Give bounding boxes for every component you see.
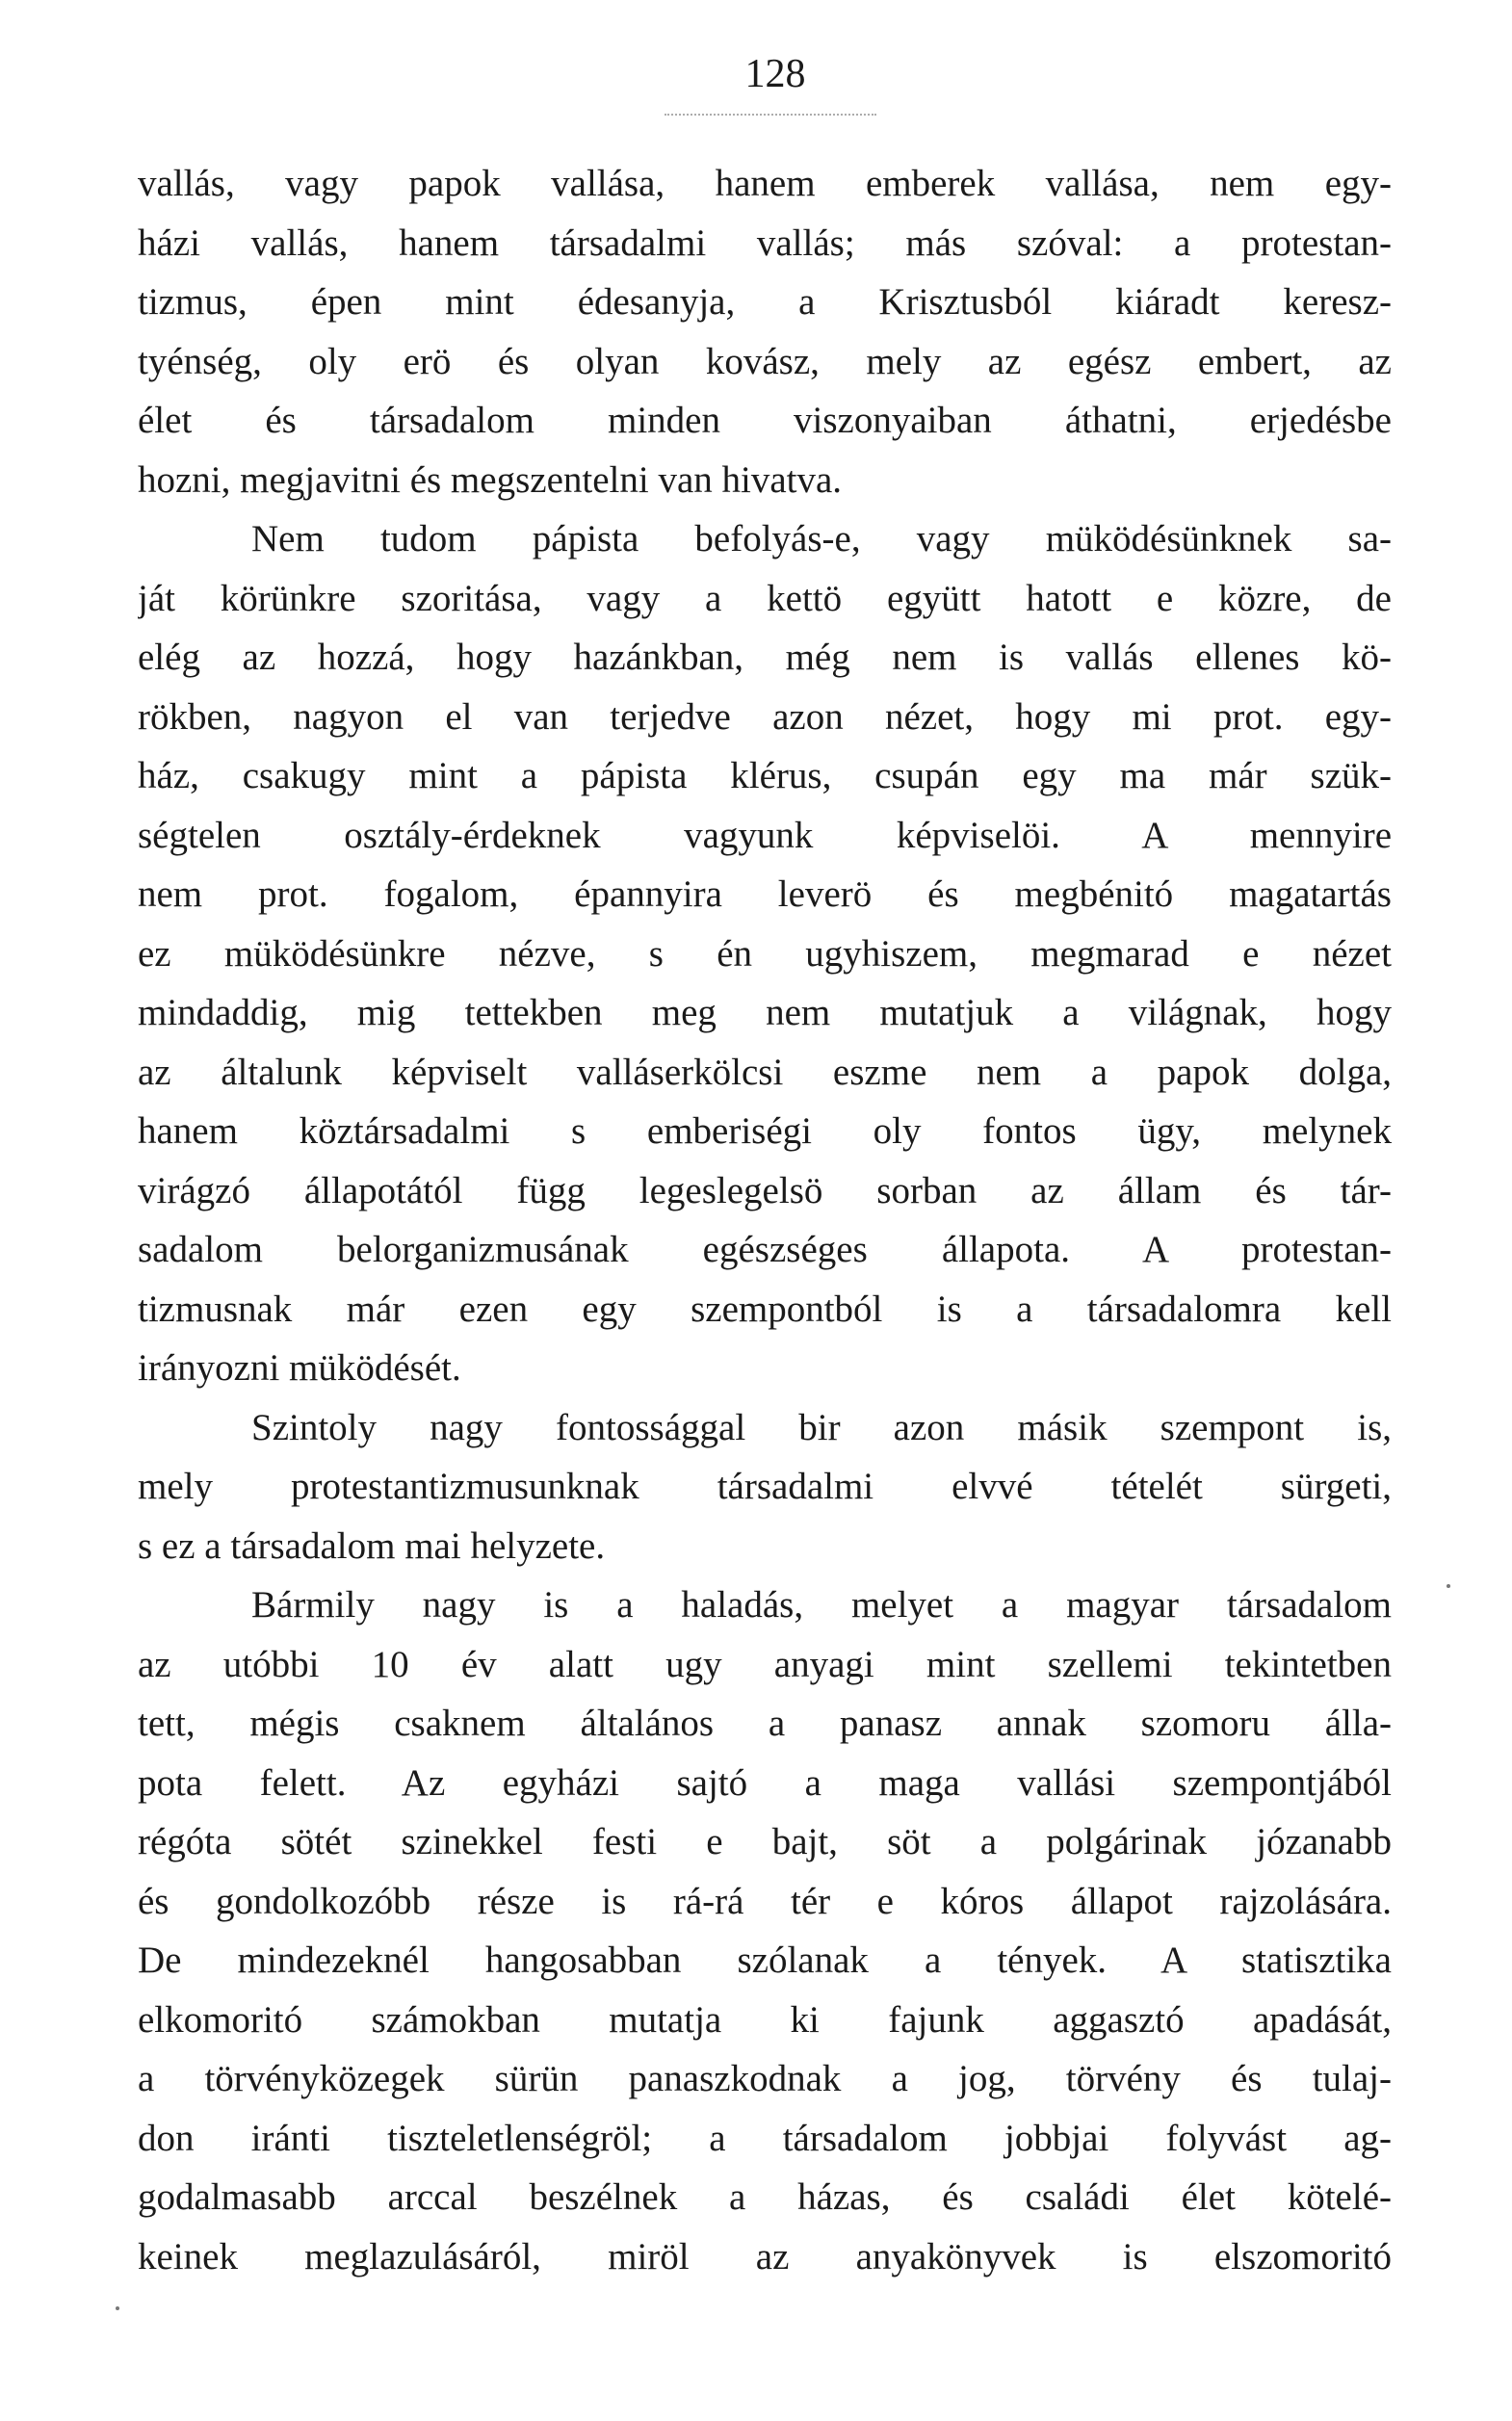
text-line: az általunk képviselt valláserkölcsi eszme nem a papok dolga, xyxy=(138,1051,1392,1093)
text-line: De mindezeknél hangosabban szólanak a tények. A statisztika xyxy=(138,1939,1392,1981)
text-line: keinek meglazulásáról, miröl az anyakönyvek is elszomoritó xyxy=(138,2235,1392,2278)
text-line: nem prot. fogalom, épannyira leverö és megbénitó magatartás xyxy=(138,873,1392,915)
text-line: a törvényközegek sürün panaszkodnak a jog, törvény és tulaj- xyxy=(138,2058,1392,2099)
text-line: mely protestantizmusunknak társadalmi elvvé tételét sürgeti, xyxy=(138,1466,1392,1507)
text-line: godalmasabb arccal beszélnek a házas, és családi élet kötelé- xyxy=(138,2176,1392,2218)
text-line: virágzó állapotától függ legeslegelsö sorban az állam és tár- xyxy=(138,1169,1392,1211)
text-line: ját körünkre szoritása, vagy a kettö együtt hatott e közre, de xyxy=(138,577,1392,619)
text-line: sadalom belorganizmusának egészséges állapota. A protestan- xyxy=(138,1229,1392,1270)
paragraph-start: Szintoly nagy fontossággal bir azon másik szempont is, xyxy=(251,1406,1392,1448)
text-line: tett, mégis csaknem általános a panasz annak szomoru álla- xyxy=(138,1703,1392,1744)
text-line: irányozni müködését. xyxy=(138,1347,461,1389)
text-line: hozni, megjavitni és megszentelni van hivatva. xyxy=(138,458,843,501)
text-line: ségtelen osztály-érdeknek vagyunk képviselöi. A mennyire xyxy=(138,814,1392,856)
text-line: régóta sötét szinekkel festi e bajt, söt a polgárinak józanabb xyxy=(138,1821,1392,1862)
text-line: házi vallás, hanem társadalmi vallás; más szóval: a protestan- xyxy=(138,221,1392,264)
scan-speck xyxy=(116,2306,119,2310)
text-line: mindaddig, mig tettekben meg nem mutatjuk a világnak, hogy xyxy=(138,992,1392,1033)
scan-speck xyxy=(1447,1584,1450,1588)
body-text xyxy=(138,154,1392,2286)
text-line: elég az hozzá, hogy hazánkban, még nem is vallás ellenes kö- xyxy=(138,637,1392,678)
text-line: elkomoritó számokban mutatja ki fajunk aggasztó apadását, xyxy=(138,1998,1392,2041)
text-line: rökben, nagyon el van terjedve azon nézet, hogy mi prot. egy- xyxy=(138,695,1392,738)
text-line: élet és társadalom minden viszonyaiban áthatni, erjedésbe xyxy=(138,400,1392,441)
paragraph-start: Nem tudom pápista befolyás-e, vagy müködésünknek sa- xyxy=(251,518,1392,560)
text-line: s ez a társadalom mai helyzete. xyxy=(138,1524,606,1567)
header-rule xyxy=(665,114,876,116)
text-line: vallás, vagy papok vallása, hanem emberek vallása, nem egy- xyxy=(138,163,1392,204)
text-line: tizmusnak már ezen egy szempontból is a társadalomra kell xyxy=(138,1288,1392,1330)
page-number: 128 xyxy=(744,52,806,96)
text-line: ház, csakugy mint a pápista klérus, csupán egy ma már szük- xyxy=(138,755,1392,796)
text-line: don iránti tiszteletlenségröl; a társadalom jobbjai folyvást ag- xyxy=(138,2117,1392,2159)
text-line: és gondolkozóbb része is rá-rá tér e kóros állapot rajzolására. xyxy=(138,1880,1392,1922)
text-line: tyénség, oly erö és olyan kovász, mely az egész embert, az xyxy=(138,340,1392,382)
paragraph-start: Bármily nagy is a haladás, melyet a magyar társadalom xyxy=(251,1584,1392,1626)
text-line: tizmus, épen mint édesanyja, a Krisztusból kiáradt keresz- xyxy=(138,281,1392,323)
text-line: hanem köztársadalmi s emberiségi oly fontos ügy, melynek xyxy=(138,1110,1392,1152)
text-line: ez müködésünkre nézve, s én ugyhiszem, megmarad e nézet xyxy=(138,932,1392,975)
text-line: pota felett. Az egyházi sajtó a maga vallási szempontjából xyxy=(138,1761,1392,1804)
text-line: az utóbbi 10 év alatt ugy anyagi mint szellemi tekintetben xyxy=(138,1643,1392,1685)
